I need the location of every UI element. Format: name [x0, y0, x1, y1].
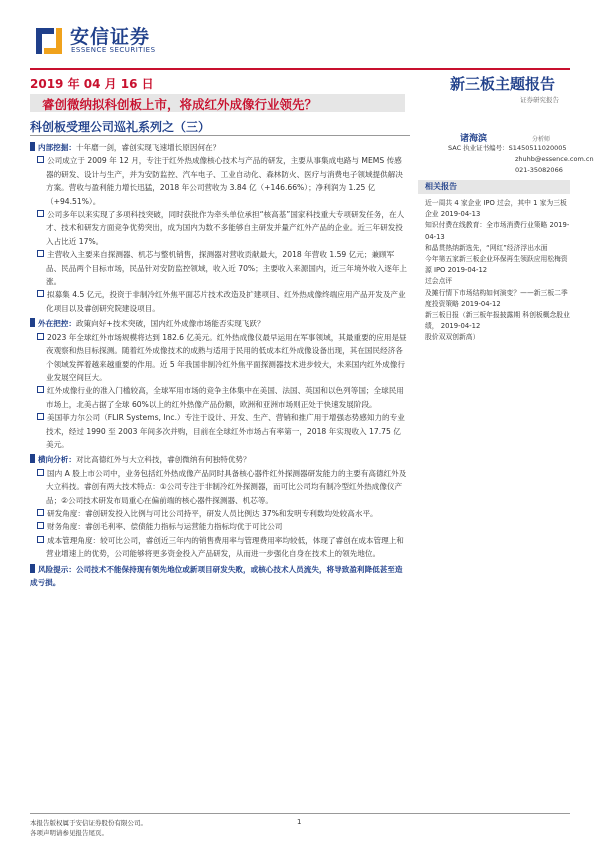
risk-heading: 风险提示：公司技术不能保持现有领先地位或新项目研发失败，或核心技术人员流失，将导致盈利降低甚至造成亏损。: [30, 564, 403, 587]
section-heading-horizontal: 横向分析：对比高德红外与大立科技，睿创微纳有何独特优势？: [30, 453, 408, 466]
bullet-icon: [37, 250, 44, 257]
paragraph: 公司成立于 2009 年 12 月，专注于红外热成像核心技术与产品的研发，主要从事集成电路与 MEMS 传感器的研发、设计与生产，并为安防监控、汽车电子、工业自动化、森林防火、医疗与消费电子领域提供解决方案。营收与盈利能力增长迅猛，2018 年公司营收为 3.84 亿（+146.66%）；净利润为 1.25 亿（+94.51%）。: [30, 154, 408, 208]
related-report-item[interactable]: 近一周共 4 家企业 IPO 过会，其中 1 家为三板企业 2019-04-13: [425, 199, 567, 219]
related-report-item[interactable]: 知识付费在线教育：全市场消费行业策略 2019-04-13: [425, 221, 570, 241]
footer-rule: [30, 813, 570, 814]
report-body: [30, 139, 408, 589]
bullet-icon: [37, 333, 44, 340]
related-report-item[interactable]: 过会点评: [425, 277, 453, 286]
bullet-icon: [37, 156, 44, 163]
bullet-icon: [37, 469, 44, 476]
section-heading-external: 外在把控：政策向好+技术突破，国内红外成像市场能否实现飞跃？: [30, 317, 408, 330]
bullet-icon: [37, 536, 44, 543]
related-report-item[interactable]: 及摊行情下市场结构如何演变？——新三板二季度投资策略 2019-04-12: [425, 288, 568, 308]
bullet-icon: [37, 509, 44, 516]
section-marker: [30, 318, 35, 327]
report-date: 2019 年 04 月 16 日: [30, 77, 154, 91]
related-report-item[interactable]: 今年第五家新三板企业环保再生领跃应用松梅资源 IPO 2019-04-12: [425, 255, 568, 275]
bullet-icon: [37, 413, 44, 420]
section-heading-internal: 内部挖掘：十年磨一剑，睿创实现飞速增长原因何在？: [30, 141, 408, 154]
bullet-icon: [37, 522, 44, 529]
report-type: 新三板主题报告: [450, 75, 556, 93]
bullet-icon: [37, 290, 44, 297]
bullet-icon: [37, 210, 44, 217]
paragraph: 拟募集 4.5 亿元，投资于非制冷红外焦平面芯片技术改造及扩建项目、红外热成像终端应用产品开发及产业化项目以及睿创研究院建设项目。: [30, 288, 408, 315]
footer-disclaimer: 本报告版权属于安信证券股份有限公司。 各项声明请参见报告尾页。: [30, 819, 147, 837]
paragraph: 美国菲力尔公司（FLIR Systems, Inc.）专注于设计、开发、生产、营销和推广用于增强态势感知力的专业技术，经过 1990 至 2003 年间多次并购，目前在全球红外市场占有率第一，2018 年实现收入 17.75 亿美元。: [30, 411, 408, 451]
brand-name: 安信证券: [70, 26, 151, 48]
paragraph: 主营收入主要来自探测器、机芯与整机销售，探测器对营收贡献最大，2018 年营收 1.59 亿元；兼顾军品、民品两个目标市场，民品针对安防监控领域，收入近 70%；主要收入来源国内，近三年境外收入逐年上涨。: [30, 248, 408, 288]
paragraph: 成本管理角度：较可比公司，睿创近三年内的销售费用率与管理费用率均较低，体现了睿创在成本管理上和营业增速上的优势，公司能够将更多资金投入产品研发，从而进一步强化自身在技术上的领先地位。: [30, 534, 408, 561]
related-report-item[interactable]: 股价双双创新高）: [425, 333, 480, 342]
section-marker: [30, 142, 35, 151]
report-subtype: 证券研究报告: [520, 96, 559, 104]
analyst-phone: 021-35082066: [515, 166, 563, 174]
report-title: 睿创微纳拟科创板上市，将成红外成像行业领先？: [42, 97, 318, 112]
bullet-icon: [37, 386, 44, 393]
related-reports-title: 相关报告: [425, 182, 457, 191]
paragraph: 公司多年以来实现了多项科技突破，同时获批作为牵头单位承担“核高基”国家科技重大专项研发任务，在人才、技术和研发方面竞争优势突出，成为国内为数不多能够自主研发并量产红外产品的企业。近三年研发投入占比近 17%。: [30, 208, 408, 248]
paragraph: 2023 年全球红外市场规模将达到 182.6 亿美元。红外热成像仪最早运用在军事领域，其最重要的应用是昼夜观察和热目标探测。随着红外成像技术的成熟与适用于民用的低成本红外成像设备出现，其在国民经济各个领域发挥着越来越重要的作用。近 5 年我国非制冷红外焦平面探测器技术进步较大，未来国内红外成像行业发展空间巨大。: [30, 331, 408, 385]
series-title: 科创板受理公司巡礼系列之（三）: [30, 120, 211, 134]
related-report-item[interactable]: 新三板日报（新三板年报披露期 科创板概念股业绩， 2019-04-12: [425, 311, 570, 331]
paragraph: 红外成像行业的准入门槛较高，全球军用市场的竞争主体集中在美国、法国、英国和以色列等国；全球民用市场上，北美占据了全球 60%以上的红外热像产品份额，欧洲和亚洲市场则正处于快速发展阶段。: [30, 384, 408, 411]
section-marker: [30, 564, 35, 573]
section-marker: [30, 454, 35, 463]
analyst-role: 分析师: [532, 136, 551, 143]
brand-name-en: ESSENCE SECURITIES: [71, 46, 156, 54]
paragraph: 研发角度：睿创研发投入比例与可比公司持平，研发人员比例达 37%和发明专利数均处较高水平。: [30, 507, 408, 520]
related-reports-list: [425, 198, 570, 344]
analyst-name: 诸海滨: [460, 134, 488, 144]
paragraph: 财务角度：睿创毛利率、偿债能力指标与运营能力指标均优于可比公司: [30, 520, 408, 533]
paragraph: 国内 A 股上市公司中，业务包括红外热成像产品同时具备核心器件红外探测器研发能力的主要有高德红外及大立科技。睿创有两大技术特点：①公司专注于非制冷红外探测器，而可比公司均有制冷型红外热成像仪产品；②公司技术研发布局重心在偏前端的核心器件探测器、机芯等。: [30, 467, 408, 507]
analyst-license: SAC 执业证书编号：S1450511020005: [448, 144, 567, 152]
logo-icon: [32, 24, 66, 58]
analyst-email[interactable]: zhuhb@essence.com.cn: [515, 155, 594, 163]
page-number: 1: [297, 818, 302, 826]
divider: [30, 135, 410, 136]
related-report-item[interactable]: 和晶贯热纳新选先，“网红”经济浮出水面: [425, 243, 548, 252]
header-rule: [30, 68, 570, 70]
